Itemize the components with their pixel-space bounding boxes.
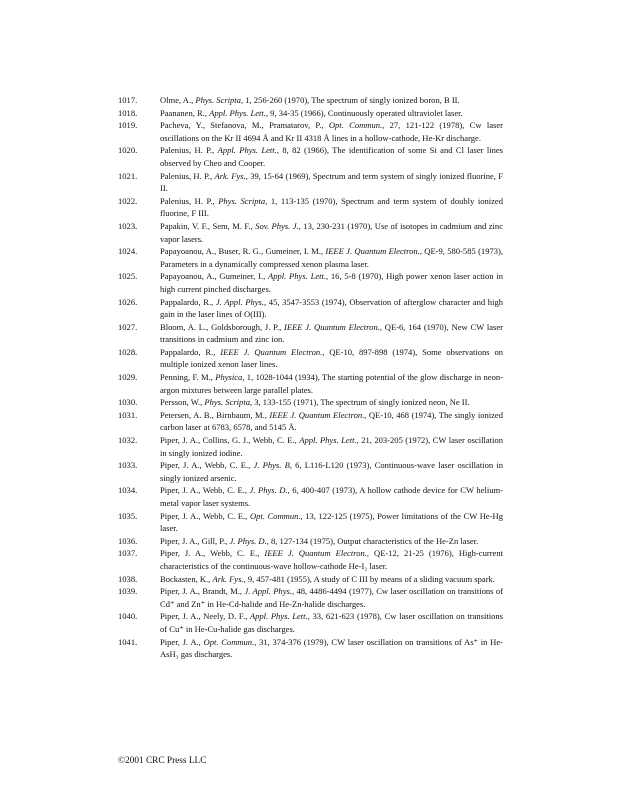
reference-authors: Bloom, A. L., Goldsborough, J. P., [160,321,285,332]
reference-journal: J. Appl. Phys. [215,296,264,307]
reference-journal: Phys. Scripta [204,397,250,408]
reference-text [160,434,503,459]
reference-journal: IEEE J. Quantum Electron. [269,409,365,420]
reference-number: 1027. [118,321,138,332]
reference-item [118,573,503,586]
reference-journal: J. Phys. D. [249,485,288,496]
reference-item [118,510,503,535]
reference-item [118,409,503,434]
reference-number: 1024. [118,246,138,257]
reference-item [118,535,503,548]
reference-text [160,585,503,610]
reference-details: , 8, 82 (1966), The identification of some Si and Cl laser lines observed by Cheo and Cooper. [160,145,503,168]
reference-details: , 13, 122-125 (1975), Power limitations of the CW He-Hg laser. [160,510,503,534]
reference-text [160,119,503,144]
reference-item [118,296,503,321]
reference-item [118,195,503,220]
reference-item [118,94,503,107]
reference-journal: IEEE J. Quantum Electron. [325,246,420,257]
reference-item [118,170,503,195]
reference-authors: Piper, J. A., Brandt, M., [160,586,245,597]
reference-journal: Opt. Commun. [328,120,383,131]
reference-text [160,170,503,195]
reference-authors: Paananen, R., [160,107,210,118]
reference-item [118,220,503,245]
reference-details: , QE-10, 468 (1974), The singly ionized carbon laser at 6783, 6578, and 5145 Å. [160,409,503,433]
reference-number: 1020. [118,145,138,156]
reference-journal: Ark. Fys. [212,573,244,584]
reference-number: 1039. [118,586,138,597]
reference-item [118,371,503,396]
reference-text [160,459,503,484]
reference-number: 1022. [118,195,138,206]
reference-text [160,220,503,245]
reference-journal: Appl. Phys. Lett. [268,271,326,282]
reference-details: , QE-9, 580-585 (1973), Parameters in a dynamically compressed xenon plasma laser. [160,246,503,269]
reference-journal: J. Appl. Phys. [244,586,292,597]
reference-details: , 1, 256-260 (1970), The spectrum of singly ionized boron, B II. [240,95,460,105]
reference-details: , QE-10, 897-898 (1974), Some observations on multiple ionized xenon laser lines. [160,346,503,370]
reference-details: , 1, 113-135 (1970), Spectrum and term system of doubly ionized fluorine, F III. [160,195,504,219]
reference-number: 1019. [118,120,138,131]
reference-journal: Appl. Phys. Lett. [249,611,308,622]
reference-journal: J. Phys. D. [229,535,267,546]
reference-item [118,610,503,635]
reference-number: 1021. [118,170,138,181]
reference-text [160,195,503,220]
reference-details: , 33, 621-623 (1978), Cw laser oscillation on transitions of Cu⁺ in He-Cu-halide gas discharges. [160,611,503,634]
reference-text [160,144,503,169]
reference-item [118,636,503,661]
reference-text [160,321,503,346]
reference-number: 1028. [118,346,138,357]
reference-text [160,296,503,321]
reference-authors: Pacheva, Y., Stefanova, M., Pramatarov, P., [160,120,329,131]
reference-number: 1030. [118,397,138,408]
reference-number: 1026. [118,296,138,307]
reference-number: 1029. [118,372,138,383]
reference-authors: Penning, F. M., [160,372,216,383]
reference-number: 1023. [118,220,138,231]
reference-text [160,547,503,572]
reference-details: , QE-12, 21-25 (1976), High-current characteristics of the continuous-wave hollow-cathode He-I₂ laser. [160,548,503,571]
reference-item [118,396,503,409]
reference-number: 1033. [118,460,138,471]
reference-number: 1031. [118,409,138,420]
reference-text [160,610,503,635]
reference-item [118,547,503,572]
reference-details: , 9, 34-35 (1966), Continuously operated ultraviolet laser. [265,107,463,118]
reference-authors: Piper, J. A., Webb, C. E., [160,460,254,471]
reference-item [118,107,503,120]
reference-item [118,144,503,169]
reference-journal: Opt. Commun. [249,510,301,521]
reference-authors: Pappalardo, R., [160,296,216,307]
reference-journal: Appl. Phys. Lett. [209,107,266,118]
reference-journal: Phys. Scripta [218,195,266,206]
reference-text [160,346,503,371]
reference-details: , QE-6, 164 (1970), New CW laser transitions in cadmium and zinc ion. [160,321,503,345]
reference-details: , 31, 374-376 (1979), CW laser oscillation on transitions of As⁺ in He-AsH₃ gas discharges. [160,636,503,660]
reference-authors: Papakin, V. F., Sem, M. F., [160,220,256,231]
reference-journal: IEEE J. Quantum Electron. [284,321,380,332]
reference-text [160,510,503,535]
reference-item [118,321,503,346]
reference-details: , 45, 3547-3553 (1974), Observation of afterglow character and high gain in the laser lines of O(III). [160,296,503,320]
reference-number: 1037. [118,548,138,559]
reference-authors: Papayoanou, A., Buser, R. G., Gumeiner, I. M., [160,246,326,257]
reference-authors: Papayoanou, A., Gumeiner, I., [160,271,269,282]
reference-number: 1038. [118,573,138,584]
reference-journal: Phys. Scripta [195,95,241,105]
reference-number: 1035. [118,510,138,521]
reference-item [118,245,503,270]
reference-number: 1032. [118,435,138,446]
reference-number: 1025. [118,271,138,282]
reference-authors: Piper, J. A., [160,636,204,647]
reference-authors: Palenius, H. P., [160,145,218,156]
reference-text [160,245,503,270]
reference-journal: Physica [215,372,243,383]
reference-text [160,573,503,586]
reference-authors: Persson, W., [160,397,205,408]
reference-details: , 6, 400-407 (1973), A hollow cathode device for CW helium-metal vapor laser systems. [160,485,503,508]
reference-journal: Sov. Phys. J. [255,220,299,231]
reference-number: 1018. [118,107,138,118]
reference-number: 1017. [118,95,138,105]
reference-text [160,270,503,295]
reference-details: , 1, 1028-1044 (1934), The starting potential of the glow discharge in neon-argon mixtures between large parallel plates. [160,372,503,395]
reference-journal: Ark. Fys. [214,170,246,181]
reference-item [118,346,503,371]
reference-authors: Petersen, A. B., Birnbaum, M., [160,409,270,420]
reference-text [160,636,503,661]
reference-text [160,107,503,120]
reference-text [160,535,503,548]
reference-item [118,484,503,509]
reference-details: , 21, 203-205 (1972), CW laser oscillation in singly ionized iodine. [160,435,503,458]
reference-journal: Opt. Commun. [203,636,255,647]
reference-item [118,459,503,484]
reference-details: , 48, 4486-4494 (1977), Cw laser oscillation on transitions of Cd⁺ and Zn⁺ in He-Cd-halide and He-Zn-halide discharges. [160,586,503,609]
reference-authors: Piper, J. A., Neely, D. F., [160,611,250,622]
reference-authors: Pappalardo, R., [160,346,221,357]
reference-text [160,484,503,509]
reference-list [118,94,503,661]
reference-details: , 16, 5-8 (1970), High power xenon laser action in high current pinched discharges. [160,271,503,294]
reference-authors: Bockasten, K., [160,573,213,584]
reference-details: , 13, 230-231 (1970), Use of isotopes in cadmium and zinc vapor lasers. [160,220,503,244]
reference-text [160,371,503,396]
reference-number: 1041. [118,636,138,647]
reference-authors: Piper, J. A., Webb, C. E., [160,548,265,559]
reference-item [118,434,503,459]
reference-authors: Olme, A., [160,95,196,105]
copyright-footer: ©2001 CRC Press LLC [118,756,207,766]
reference-text [160,94,503,107]
reference-authors: Palenius, H. P., [160,195,219,206]
reference-item [118,585,503,610]
reference-details: , 27, 121-122 (1978), Cw laser oscillations on the Kr II 4694 Å and Kr II 4318 Å lines in a hollow-cathode, He-Kr discharge. [160,120,504,143]
reference-journal: IEEE J. Quantum Electron. [220,346,323,357]
reference-journal: IEEE J. Quantum Electron. [264,548,367,559]
reference-authors: Piper, J. A., Webb, C. E., [160,510,250,521]
reference-details: , 3, 133-155 (1971), The spectrum of singly ionized neon, Ne II. [249,397,470,408]
reference-authors: Palenius, H. P., [160,170,215,181]
reference-authors: Piper, J. A., Collins, G. J., Webb, C. E., [160,435,300,446]
reference-number: 1040. [118,611,138,622]
reference-journal: Appl. Phys. Lett. [217,145,277,156]
reference-details: , 9, 457-481 (1955), A study of C III by means of a sliding vacuum spark. [243,573,495,584]
reference-details: , 8, 127-134 (1975), Output characteristics of the He-Zn laser. [266,535,479,546]
reference-authors: Piper, J. A., Webb, C. E., [160,485,250,496]
reference-item [118,270,503,295]
reference-text [160,396,503,409]
reference-details: , 6, L116-L120 (1973), Continuous-wave laser oscillation in singly ionized arsenic. [160,460,503,483]
reference-number: 1034. [118,485,138,496]
reference-item [118,119,503,144]
reference-text [160,409,503,434]
reference-details: , 39, 15-64 (1969), Spectrum and term system of singly ionized fluorine, F II. [160,170,504,194]
reference-authors: Piper, J. A., Gill, P., [160,535,230,546]
reference-journal: J. Phys. B [253,460,290,471]
reference-journal: Appl. Phys. Lett. [299,435,357,446]
reference-number: 1036. [118,535,138,546]
